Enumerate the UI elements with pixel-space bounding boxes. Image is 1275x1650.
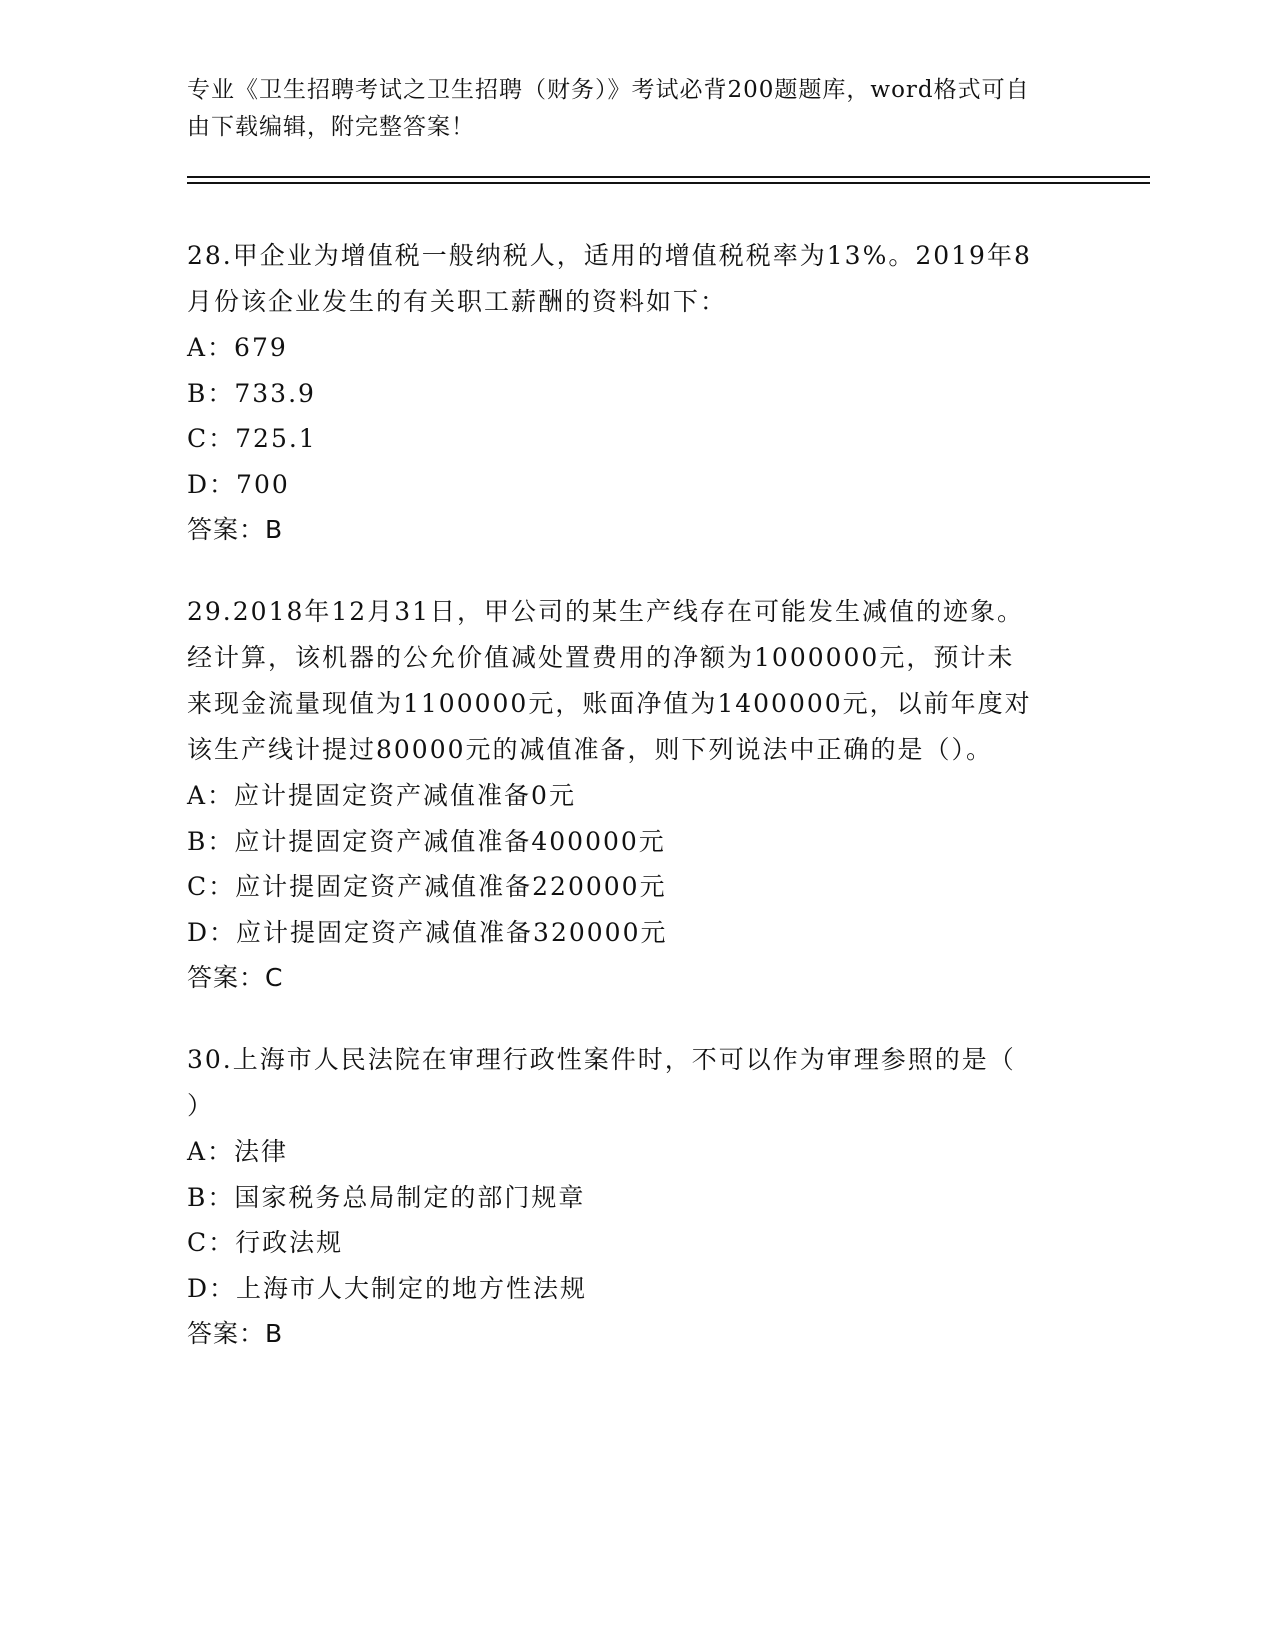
- option-d: D：应计提固定资产减值准备320000元: [187, 917, 668, 947]
- question-stem-line: 来现金流量现值为1100000元，账面净值为1400000元，以前年度对: [187, 689, 1032, 718]
- question-30: [187, 1037, 1087, 1357]
- option-d: D：上海市人大制定的地方性法规: [187, 1273, 588, 1303]
- question-29: [187, 589, 1087, 1001]
- option-d: D：700: [187, 469, 290, 499]
- header-divider: [187, 176, 1150, 178]
- question-stem-line: 经计算，该机器的公允价值减处置费用的净额为1000000元，预计未: [187, 643, 1015, 672]
- question-28: [187, 233, 1087, 553]
- header-line: 由下载编辑，附完整答案！: [187, 114, 475, 140]
- option-a: A：679: [187, 333, 288, 362]
- question-stem-line: 30.上海市人民法院在审理行政性案件时，不可以作为审理参照的是（: [187, 1045, 1016, 1074]
- option-c: C：725.1: [187, 424, 317, 453]
- header-line: 专业《卫生招聘考试之卫生招聘（财务）》考试必背200题题库，word格式可自: [187, 77, 1030, 103]
- question-stem-line: 该生产线计提过80000元的减值准备，则下列说法中正确的是（）。: [187, 735, 994, 764]
- option-a: A：应计提固定资产减值准备0元: [187, 781, 576, 810]
- question-stem-line: 28.甲企业为增值税一般纳税人，适用的增值税税率为13%。2019年8: [187, 241, 1032, 270]
- option-a: A：法律: [187, 1137, 289, 1166]
- document-header: [187, 72, 1087, 146]
- answer-line: 答案：B: [187, 1319, 284, 1348]
- option-b: B：应计提固定资产减值准备400000元: [187, 826, 666, 856]
- option-b: B：国家税务总局制定的部门规章: [187, 1182, 586, 1212]
- option-b: B：733.9: [187, 378, 316, 408]
- option-c: C：行政法规: [187, 1228, 344, 1257]
- option-c: C：应计提固定资产减值准备220000元: [187, 872, 667, 901]
- question-stem-line: 29.2018年12月31日，甲公司的某生产线存在可能发生减值的迹象。: [187, 597, 1025, 626]
- answer-line: 答案：B: [187, 515, 284, 544]
- answer-line: 答案：C: [187, 963, 284, 992]
- question-list: [187, 233, 1087, 1393]
- question-stem-line: 月份该企业发生的有关职工薪酬的资料如下：: [187, 287, 728, 316]
- question-stem-line: ）: [187, 1091, 215, 1120]
- header-divider: [187, 182, 1150, 184]
